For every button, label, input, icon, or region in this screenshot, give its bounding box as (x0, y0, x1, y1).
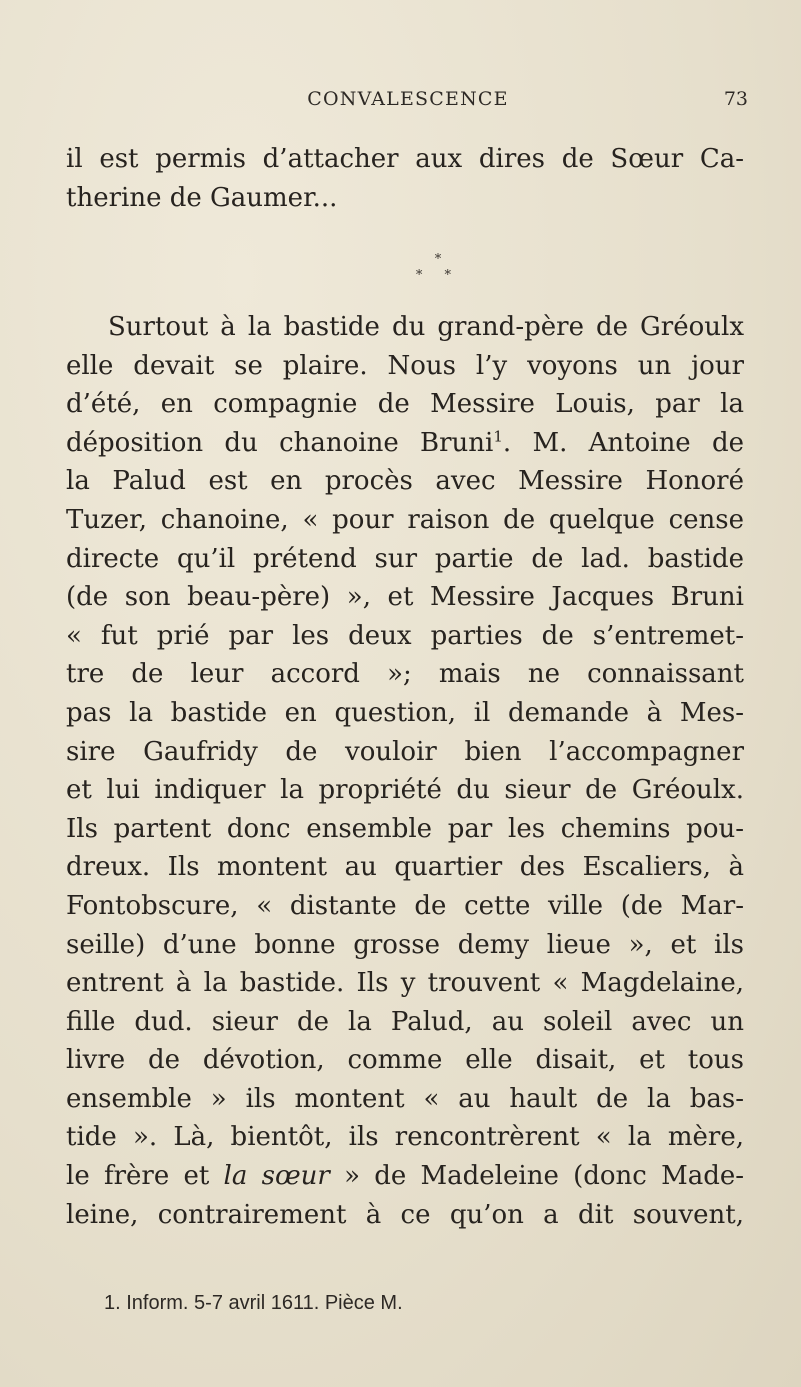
text-line: Ils partent donc ensemble par les chemins pou- (66, 813, 744, 844)
text-line: Fontobscure, « distante de cette ville (de Mar- (66, 890, 744, 921)
text-line: ensemble » ils montent « au hault de la bas- (66, 1083, 744, 1114)
text-line: Tuzer, chanoine, « pour raison de quelque cense (66, 504, 744, 535)
text-line (66, 1157, 744, 1196)
text-span: le frère et (66, 1161, 224, 1192)
text-line: dreux. Ils montent au quartier des Escaliers, à (66, 852, 744, 883)
page-number: 73 (723, 88, 748, 110)
text-line: la Palud est en procès avec Messire Honoré (66, 466, 744, 497)
text-line: et lui indiquer la propriété du sieur de Gréoulx. (66, 775, 744, 806)
text-span: déposition du chanoine Bruni (66, 427, 494, 458)
italic-phrase: la sœur (223, 1161, 330, 1192)
text-line: il est permis d’attacher aux dires de Sœur Ca- (66, 144, 744, 174)
text-line: livre de dévotion, comme elle disait, et tous (66, 1045, 744, 1076)
text-line: Surtout à la bastide du grand-père de Gréoulx (108, 312, 744, 342)
section-asterism (0, 252, 801, 292)
text-line: « fut prié par les deux parties de s’entremet- (66, 620, 744, 651)
text-line: tide ». Là, bientôt, ils rencontrèrent « la mère, (66, 1122, 744, 1153)
text-span: . M. Antoine de (502, 427, 744, 458)
text-line: leine, contrairement à ce qu’on a dit souvent, (66, 1199, 744, 1230)
footnote-ref[interactable]: 1 (493, 427, 503, 446)
paragraph-continuation (66, 140, 744, 217)
text-line: seille) d’une bonne grosse demy lieue », et ils (66, 929, 744, 960)
text-line: d’été, en compagnie de Messire Louis, par la (66, 389, 744, 420)
text-span: » de Madeleine (donc Made- (329, 1161, 744, 1192)
text-line: therine de Gaumer... (66, 182, 338, 213)
text-line: (de son beau-père) », et Messire Jacques Bruni (66, 582, 744, 613)
text-line: elle devait se plaire. Nous l’y voyons un jour (66, 350, 744, 381)
paragraph-main (66, 308, 744, 1234)
text-line: directe qu’il prétend sur partie de lad. bastide (66, 543, 744, 574)
text-line: sire Gaufridy de vouloir bien l’accompagner (66, 736, 744, 767)
running-title: CONVALESCENCE (307, 88, 509, 110)
text-line: entrent à la bastide. Ils y trouvent « Magdelaine, (66, 968, 744, 999)
text-line: pas la bastide en question, il demande à Mes- (66, 697, 744, 728)
footnote: 1. Inform. 5-7 avril 1611. Pièce M. (104, 1292, 403, 1314)
text-line: fille dud. sieur de la Palud, au soleil avec un (66, 1006, 744, 1037)
text-line (66, 424, 744, 463)
running-head (68, 88, 748, 118)
asterism-star-bottom: * * (415, 268, 461, 283)
text-line: tre de leur accord »; mais ne connaissant (66, 659, 744, 690)
asterism-star-top: * (434, 252, 442, 267)
